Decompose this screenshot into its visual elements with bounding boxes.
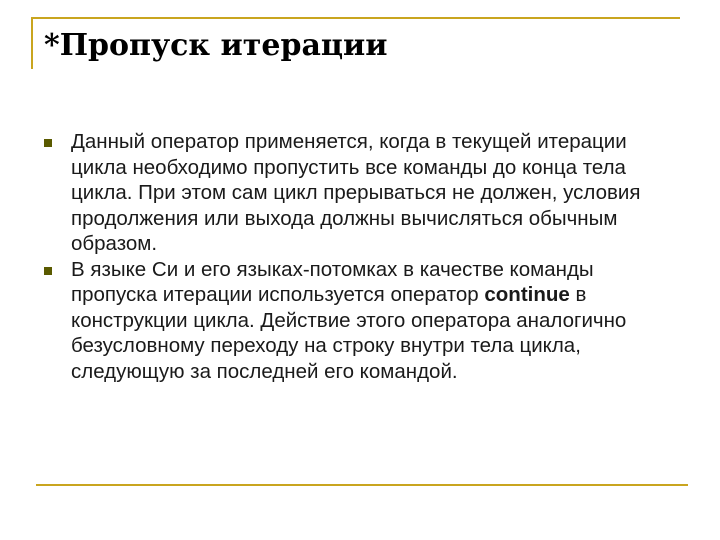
bullet-text-after: в конструкции цикла. Действие этого оператора аналогично безусловному переходу на строку внутри тела цикла, следующую за последней его командой. — [71, 283, 627, 383]
bullet-item-2 — [44, 257, 684, 385]
bottom-divider-line — [36, 484, 688, 486]
keyword-continue: continue — [484, 283, 570, 306]
slide-title: *Пропуск итерации — [44, 28, 388, 63]
bullet-text: Данный оператор применяется, когда в текущей итерации цикла необходимо пропустить все команды до конца тела цикла. При этом сам цикл прерываться не должен, условия продолжения или выхода должны вычисляться обычным образом. — [71, 130, 641, 255]
top-divider-line — [31, 17, 680, 19]
bullet-text — [71, 258, 626, 383]
square-bullet-icon — [44, 139, 52, 147]
bullet-list — [44, 129, 684, 384]
left-divider-line — [31, 17, 33, 69]
square-bullet-icon — [44, 267, 52, 275]
bullet-item-1 — [44, 129, 684, 257]
bullet-text-before: В языке Си и его языках-потомках в качестве команды пропуска итерации используется оператор — [71, 257, 594, 306]
